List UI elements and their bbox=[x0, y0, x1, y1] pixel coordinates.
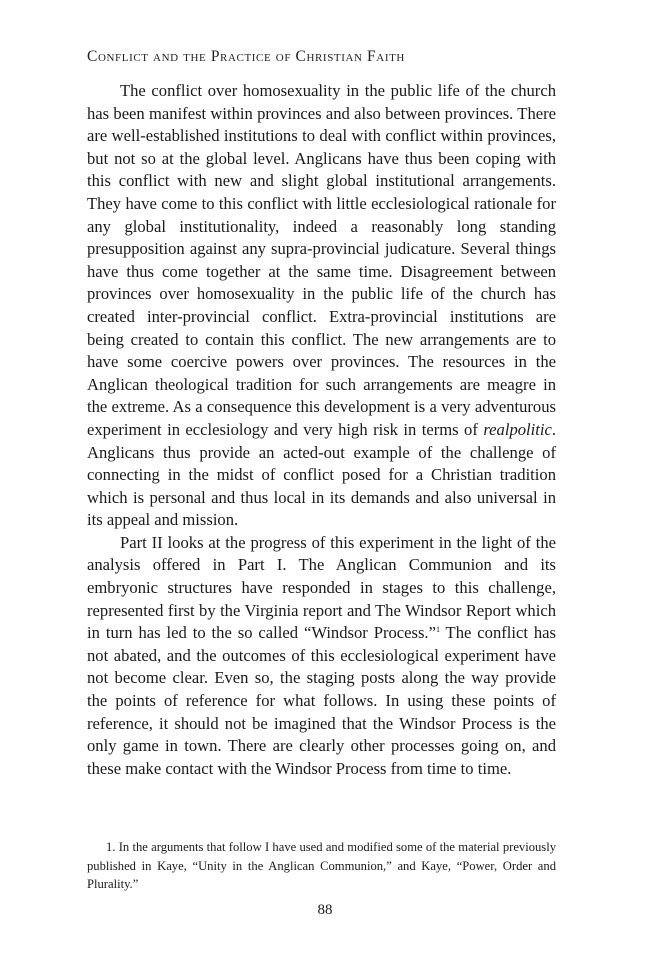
footnote bbox=[87, 838, 556, 894]
body-text bbox=[87, 80, 556, 780]
footnote-reference: 1 bbox=[435, 625, 440, 635]
footnote-1 bbox=[87, 838, 556, 894]
page-number: 88 bbox=[317, 902, 333, 918]
text-run: The conflict has not abated, and the outcomes of this ecclesiological experiment have not become clear. Even so, the staging posts along the way provide the points of reference for what follows. In using these points of reference, it should not be imagined that the Windsor Process is the only game in town. There are clearly other processes going on, and these make contact with the Windsor Process from time to time. bbox=[87, 623, 557, 778]
footnote-text: In the arguments that follow I have used and modified some of the material previously published in Kaye, “Unity in the Anglican Communion,” and Kaye, “Power, Order and Plurality.” bbox=[87, 840, 556, 892]
paragraph-1 bbox=[87, 80, 556, 532]
text-run: . Anglicans thus provide an acted-out example of the challenge of connecting in the midst of conflict posed for a Christian tradition which is personal and thus local in its demands and also universal in its appeal and mission. bbox=[87, 419, 556, 530]
running-head: Conflict and the Practice of Christian Faith bbox=[87, 48, 405, 65]
paragraph-2 bbox=[87, 532, 556, 781]
text-run: Part II looks at the progress of this experiment in the light of the analysis offered in Part I. The Anglican Communion and its embryonic structures have responded in stages to this challenge, represented first by the Virginia report and The Windsor Report which in turn has led to the so called “Windsor Process.” bbox=[87, 532, 556, 643]
text-run: The conflict over homosexuality in the public life of the church has been manifest within provinces and also between provinces. There are well-established institutions to deal with conflict within provinces, but not so at the global level. Anglicans have thus been coping with this conflict with new and slight global institutional arrangements. They have come to this conflict with little ecclesiological rationale for any global institutionality, indeed a reasonably long standing presupposition against any supra-provincial judicature. Several things have thus come together at the same time. Disagreement between provinces over homosexuality in the public life of the church has created inter-provincial conflict. Extra-provincial institutions are being created to contain this conflict. The new arrangements are to have some coercive powers over provinces. The resources in the Anglican theological tradition for such arrangements are meagre in the extreme. As a consequence this development is a very adventurous experiment in ecclesiology and very high risk in terms of bbox=[87, 81, 556, 439]
italic-term: realpolitic bbox=[483, 419, 552, 439]
footnote-number: 1. bbox=[106, 840, 116, 854]
